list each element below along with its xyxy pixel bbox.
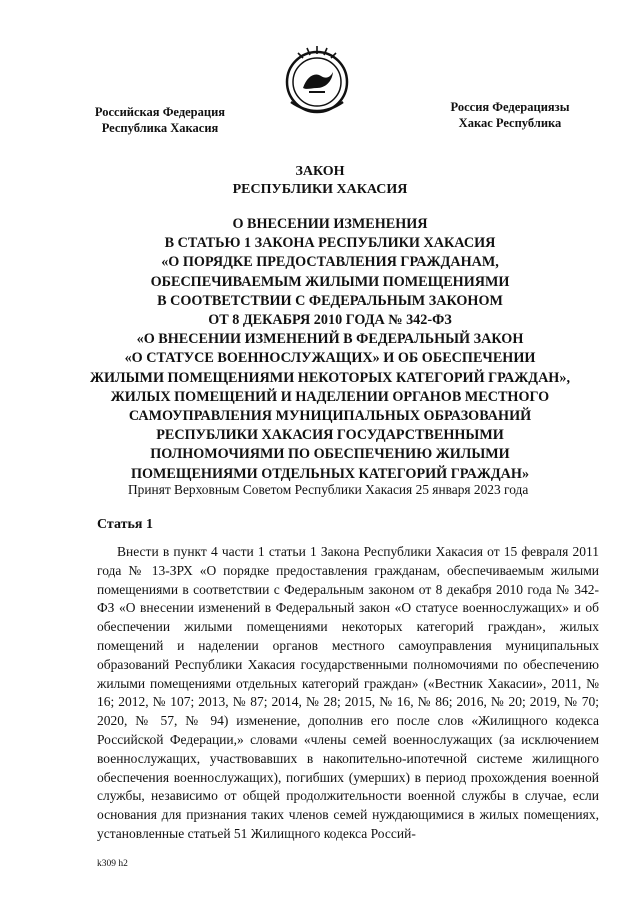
header-right-line2: Хакас Республика bbox=[458, 116, 562, 130]
footer-code: k309 h2 bbox=[97, 859, 128, 869]
law-title-line1: ЗАКОН bbox=[295, 164, 345, 179]
header-right-line1: Россия Федерациязы bbox=[450, 100, 570, 114]
article-body: Внести в пункт 4 части 1 статьи 1 Закона Республики Хакасия от 15 февраля 2011 года № 13-ЗРХ «О порядке предоставления гражданам, обеспечиваемым жилыми помещениями в соответствии с Федеральным законом от 8 декабря 2010 года № 342-ФЗ «О внесении изменений в Федеральный закон «О статусе военнослужащих» и об обеспечении жилыми помещениями некоторых категорий граждан», жилых помещений и наделении органов местного самоуправления муниципальных образований Республики Хакасия государственными полномочиями по обеспечению жилыми помещениями отдельных категорий граждан» («Вестник Хакасии», 2011, № 16; 2012, № 107; 2013, № 87; 2014, № 28; 2015, № 16, № 86; 2016, № 20; 2019, № 70; 2020, № 57, № 94) изменение, дополнив его после слов «Жилищного кодекса Российской Федерации,» словами «члены семей военнослужащих (за исключением военнослужащих, участвовавших в накопительно-ипотечной системе жилищного обеспечения военнослужащих), погибших (умерших) в период прохождения военной службы, независимо от общей продолжительности военной службы в случае, если основания для признания таких членов семей нуждающимися в жилых помещениях, установленные статьей 51 Жилищного кодекса Россий- bbox=[97, 544, 599, 841]
coat-of-arms-emblem-icon bbox=[275, 42, 359, 118]
law-subtitle: О ВНЕСЕНИИ ИЗМЕНЕНИЯ В СТАТЬЮ 1 ЗАКОНА РЕСПУБЛИКИ ХАКАСИЯ «О ПОРЯДКЕ ПРЕДОСТАВЛЕНИЯ ГРАЖДАНАМ, ОБЕСПЕЧИВАЕМЫМ ЖИЛЫМИ ПОМЕЩЕНИЯМИ В СООТВЕТСТВИИ С ФЕДЕРАЛЬНЫМ ЗАКОНОМ ОТ 8 ДЕКАБРЯ 2010 ГОДА № 342-ФЗ «О ВНЕСЕНИИ ИЗМЕНЕНИЙ В ФЕДЕРАЛЬНЫЙ ЗАКОН «О СТАТУСЕ ВОЕННОСЛУЖАЩИХ» И ОБ ОБЕСПЕЧЕНИИ ЖИЛЫМИ ПОМЕЩЕНИЯМИ НЕКОТОРЫХ КАТЕГОРИЙ ГРАЖДАН», ЖИЛЫХ ПОМЕЩЕНИЙ И НАДЕЛЕНИИ ОРГАНОВ МЕСТНОГО САМОУПРАВЛЕНИЯ МУНИЦИПАЛЬНЫХ ОБРАЗОВАНИЙ РЕСПУБЛИКИ ХАКАСИЯ ГОСУДАРСТВЕННЫМИ ПОЛНОМОЧИЯМИ ПО ОБЕСПЕЧЕНИЮ ЖИЛЫМИ ПОМЕЩЕНИЯМИ ОТДЕЛЬНЫХ КАТЕГОРИЙ ГРАЖДАН» bbox=[89, 216, 570, 482]
header-left-line2: Республика Хакасия bbox=[101, 121, 219, 135]
header-left-line1: Российская Федерация bbox=[94, 105, 226, 119]
header-right bbox=[440, 99, 580, 131]
article-heading: Статья 1 bbox=[97, 517, 153, 532]
law-title bbox=[0, 163, 640, 199]
header-left bbox=[90, 104, 230, 136]
law-title-line2: РЕСПУБЛИКИ ХАКАСИЯ bbox=[232, 182, 408, 197]
adoption-note: Принят Верховным Советом Республики Хакасия 25 января 2023 года bbox=[128, 482, 529, 497]
